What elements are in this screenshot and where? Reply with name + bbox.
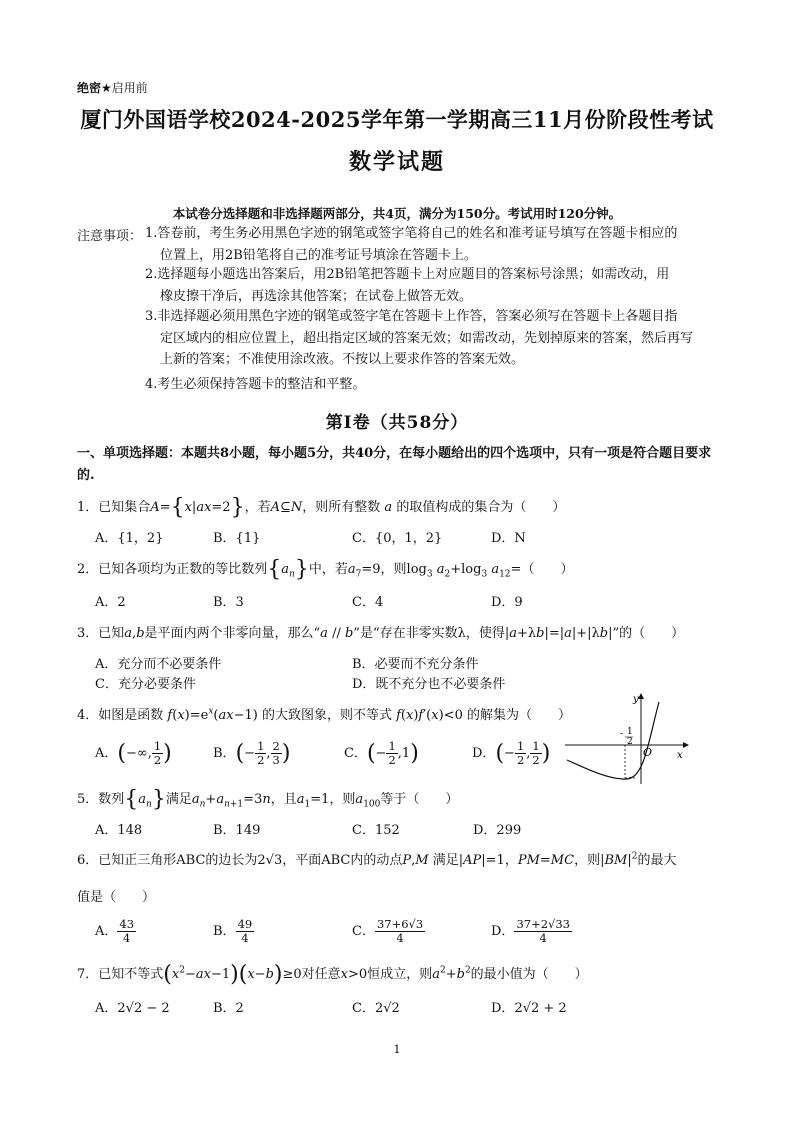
exam-intro: 本试卷分选择题和非选择题两部分，共4页，满分为150分。考试用时120分钟。 — [172, 206, 622, 221]
q7-option-c: C．2√2 — [352, 1001, 400, 1016]
q4-option-a: A．(−∞, $\frac{1}{2}$ ) — [95, 739, 172, 767]
curve — [567, 702, 659, 779]
tick-label-half-num: 1 — [627, 727, 633, 737]
y-axis-label: y — [633, 694, 639, 705]
q7-option-d: D．2√2 + 2 — [491, 1001, 567, 1016]
tick-label-neg: - — [620, 729, 624, 739]
question-1: 1．已知集合A={x|ax=2}，若A⊆N，则所有整数 a 的取值构成的集合为（ ） — [77, 495, 566, 520]
q4-option-b: B．(− $\frac{1}{2}$ , $\frac{2}{3}$ ) — [213, 739, 291, 767]
y-intercept-label: - — [629, 773, 633, 783]
question-3: 3．已知a,b是平面内两个非零向量，那么“a // b”是“存在非零实数λ，使得|a+λb|=|a|+|λb|”的（ ） — [77, 626, 685, 641]
q7-option-b: B．2 — [213, 1001, 244, 1016]
q1-option-d: D．N — [491, 531, 526, 546]
q2-option-b: B．3 — [213, 595, 244, 610]
question-4: 4．如图是函数 $f(x)=e^x(ax-1)$ 的大致图象，则不等式 f(x)f′(x)<0 的解集为（ ） — [77, 706, 571, 723]
q2-option-a: A．2 — [95, 595, 126, 610]
q6-option-c: C． $\frac{37+6√3}{4}$ — [352, 917, 424, 945]
y-axis-arrow — [638, 693, 644, 699]
q6-option-a: A． $\frac{43}{4}$ — [95, 917, 135, 945]
origin-label: O — [643, 746, 653, 759]
q2-option-d: D．9 — [491, 595, 523, 610]
note-2-line-1: 2.选择题每小题选出答案后，用2B铅笔把答题卡上对应题目的答案标号涂黑；如需改动，用 — [145, 267, 670, 282]
note-4-line-1: 4.考生必须保持答题卡的整洁和平整。 — [145, 377, 366, 392]
q3-option-c: C．充分必要条件 — [95, 677, 196, 692]
x-axis-arrow — [683, 742, 689, 748]
note-1-line-1: 1.答卷前，考生务必用黑色字迹的钢笔或签字笔将自己的姓名和准考证号填写在答题卡相应的 — [145, 226, 678, 241]
question-6: 6．已知正三角形ABC的边长为2√3，平面ABC内的动点P,M 满足|AP|=1，PM=MC，则$|BM|^2$的最大 — [77, 851, 677, 868]
notes-label: 注意事项： — [77, 229, 143, 244]
q5-option-d: D．299 — [473, 823, 522, 838]
q1-option-c: C．{0，1，2} — [352, 531, 443, 546]
part-title: 第Ⅰ卷（共58分） — [325, 413, 469, 433]
note-3-line-1: 3.非选择题必须用黑色字迹的钢笔或签字笔在答题卡上作答，答案必须写在答题卡上各题目指 — [145, 309, 678, 324]
note-2-line-2: 橡皮擦干净后，再选涂其他答案；在试卷上做答无效。 — [160, 289, 473, 304]
q7-option-a: A．2√2 − 2 — [95, 1001, 170, 1016]
q3-option-b: B．必要而不充分条件 — [352, 657, 479, 672]
page-subtitle: 数学试题 — [348, 149, 445, 175]
q4-option-d: D．(− $\frac{1}{2}$ , $\frac{1}{2}$ ) — [472, 739, 551, 767]
question-5: 5．数列$\{a_n\}$满足$a_n+a_{n+1}=3n$，且$a_1=1$，则$a_{100}$等于（ ） — [77, 787, 459, 812]
q5-option-b: B．149 — [213, 823, 261, 838]
question-2: 2．已知各项均为正数的等比数列$\{a_n\}$中，若$a_7=9$，则$\log_3 a_2+\log_3$ $a_{12}=$（ ） — [77, 557, 574, 582]
q3-option-a: A．充分而不必要条件 — [95, 657, 222, 672]
question-7: 7．已知不等式$(x^2-ax-1)(x-b)\ge 0$对任意x>0恒成立，则$a^2+b^2$的最小值为（ ） — [77, 962, 588, 987]
q6-option-b: B． $\frac{49}{4}$ — [213, 917, 253, 945]
section-title: 一、单项选择题：本题共8小题，每小题5分，共40分，在每小题给出的四个选项中，只有一项是符合题目要求的. — [77, 446, 712, 483]
note-3-line-2: 定区域内的相应位置上，超出指定区域的答案无效；如需改动，先划掉原来的答案，然后再写 — [160, 331, 694, 346]
page-number: 1 — [393, 1043, 401, 1056]
tick-label-half-den: 2 — [627, 737, 633, 747]
q3-option-d: D．既不充分也不必要条件 — [352, 677, 506, 692]
q5-option-c: C．152 — [352, 823, 400, 838]
question-6-line-2: 值是（ ） — [77, 890, 156, 905]
q5-option-a: A．148 — [95, 823, 143, 838]
page-title: 厦门外国语学校2024-2025学年第一学期高三11月份阶段性考试 — [80, 107, 714, 132]
secret-mark: 绝密★启用前 — [77, 81, 148, 95]
function-graph — [565, 692, 690, 787]
q2-option-c: C．4 — [352, 595, 384, 610]
q1-option-a: A．{1，2} — [95, 531, 164, 546]
note-3-line-3: 上新的答案；不准使用涂改液。不按以上要求作答的答案无效。 — [160, 352, 525, 367]
x-axis-label: x — [677, 750, 683, 761]
q6-option-d: D． $\frac{37+2√33}{4}$ — [491, 917, 570, 945]
note-1-line-2: 位置上，用2B铅笔将自己的准考证号填涂在答题卡上。 — [160, 248, 477, 263]
q4-option-c: C．(− $\frac{1}{2}$ ,1) — [344, 739, 419, 767]
q1-option-b: B．{1} — [213, 531, 261, 546]
